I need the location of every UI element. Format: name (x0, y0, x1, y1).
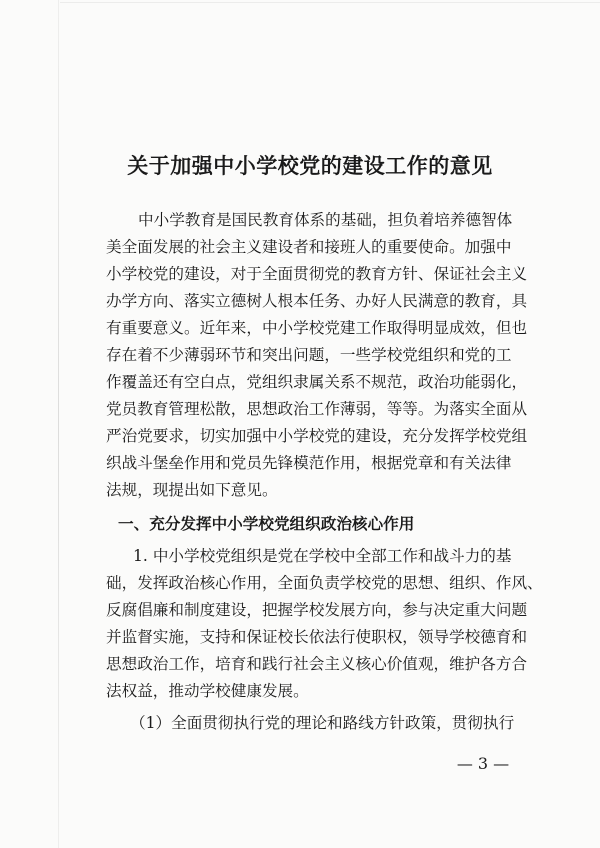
intro-line-2: 美全面发展的社会主义建设者和接班人的重要使命。加强中 (106, 238, 512, 256)
intro-line-5: 有重要意义。近年来，中小学校党建工作取得明显成效，但也 (106, 319, 528, 337)
item1-line-4: 并监督实施，支持和保证校长依法行使职权，领导学校德育和 (106, 628, 528, 646)
intro-line-3: 小学校党的建设，对于全面贯彻党的教育方针、保证社会主义 (106, 265, 528, 283)
item1-line-2: 础，发挥政治核心作用，全面负责学校党的思想、组织、作风、 (106, 574, 543, 592)
intro-line-8: 党员教育管理松散，思想政治工作薄弱，等等。为落实全面从 (106, 400, 528, 418)
page-number: — 3 — (456, 754, 510, 773)
intro-line-6: 存在着不少薄弱环节和突出问题，一些学校党组织和党的工 (106, 346, 512, 364)
sub-item-line: （1）全面贯彻执行党的理论和路线方针政策，贯彻执行 (130, 714, 515, 732)
intro-line-11: 法规，现提出如下意见。 (106, 481, 278, 499)
intro-line-4: 办学方向、落实立德树人根本任务、办好人民满意的教育，具 (106, 292, 528, 310)
intro-line-9: 严治党要求，切实加强中小学校党的建设，充分发挥学校党组 (106, 427, 528, 445)
intro-line-10: 织战斗堡垒作用和党员先锋模范作用，根据党章和有关法律 (106, 454, 512, 472)
scan-edge-top (60, 2, 600, 3)
item1-line-3: 反腐倡廉和制度建设，把握学校发展方向，参与决定重大问题 (106, 601, 528, 619)
scan-edge-left (58, 0, 59, 848)
intro-line-7: 作覆盖还有空白点，党组织隶属关系不规范，政治功能弱化， (106, 373, 528, 391)
item1-line-1: 1. 中小学校党组织是党在学校中全部工作和战斗力的基 (133, 547, 512, 565)
item1-line-5: 思想政治工作，培育和践行社会主义核心价值观，维护各方合 (106, 655, 528, 673)
intro-line-1: 中小学教育是国民教育体系的基础，担负着培养德智体 (138, 211, 513, 229)
document-title: 关于加强中小学校党的建设工作的意见 (127, 154, 493, 178)
section-heading: 一、充分发挥中小学校党组织政治核心作用 (118, 515, 415, 533)
item1-line-6: 法权益，推动学校健康发展。 (106, 682, 309, 700)
